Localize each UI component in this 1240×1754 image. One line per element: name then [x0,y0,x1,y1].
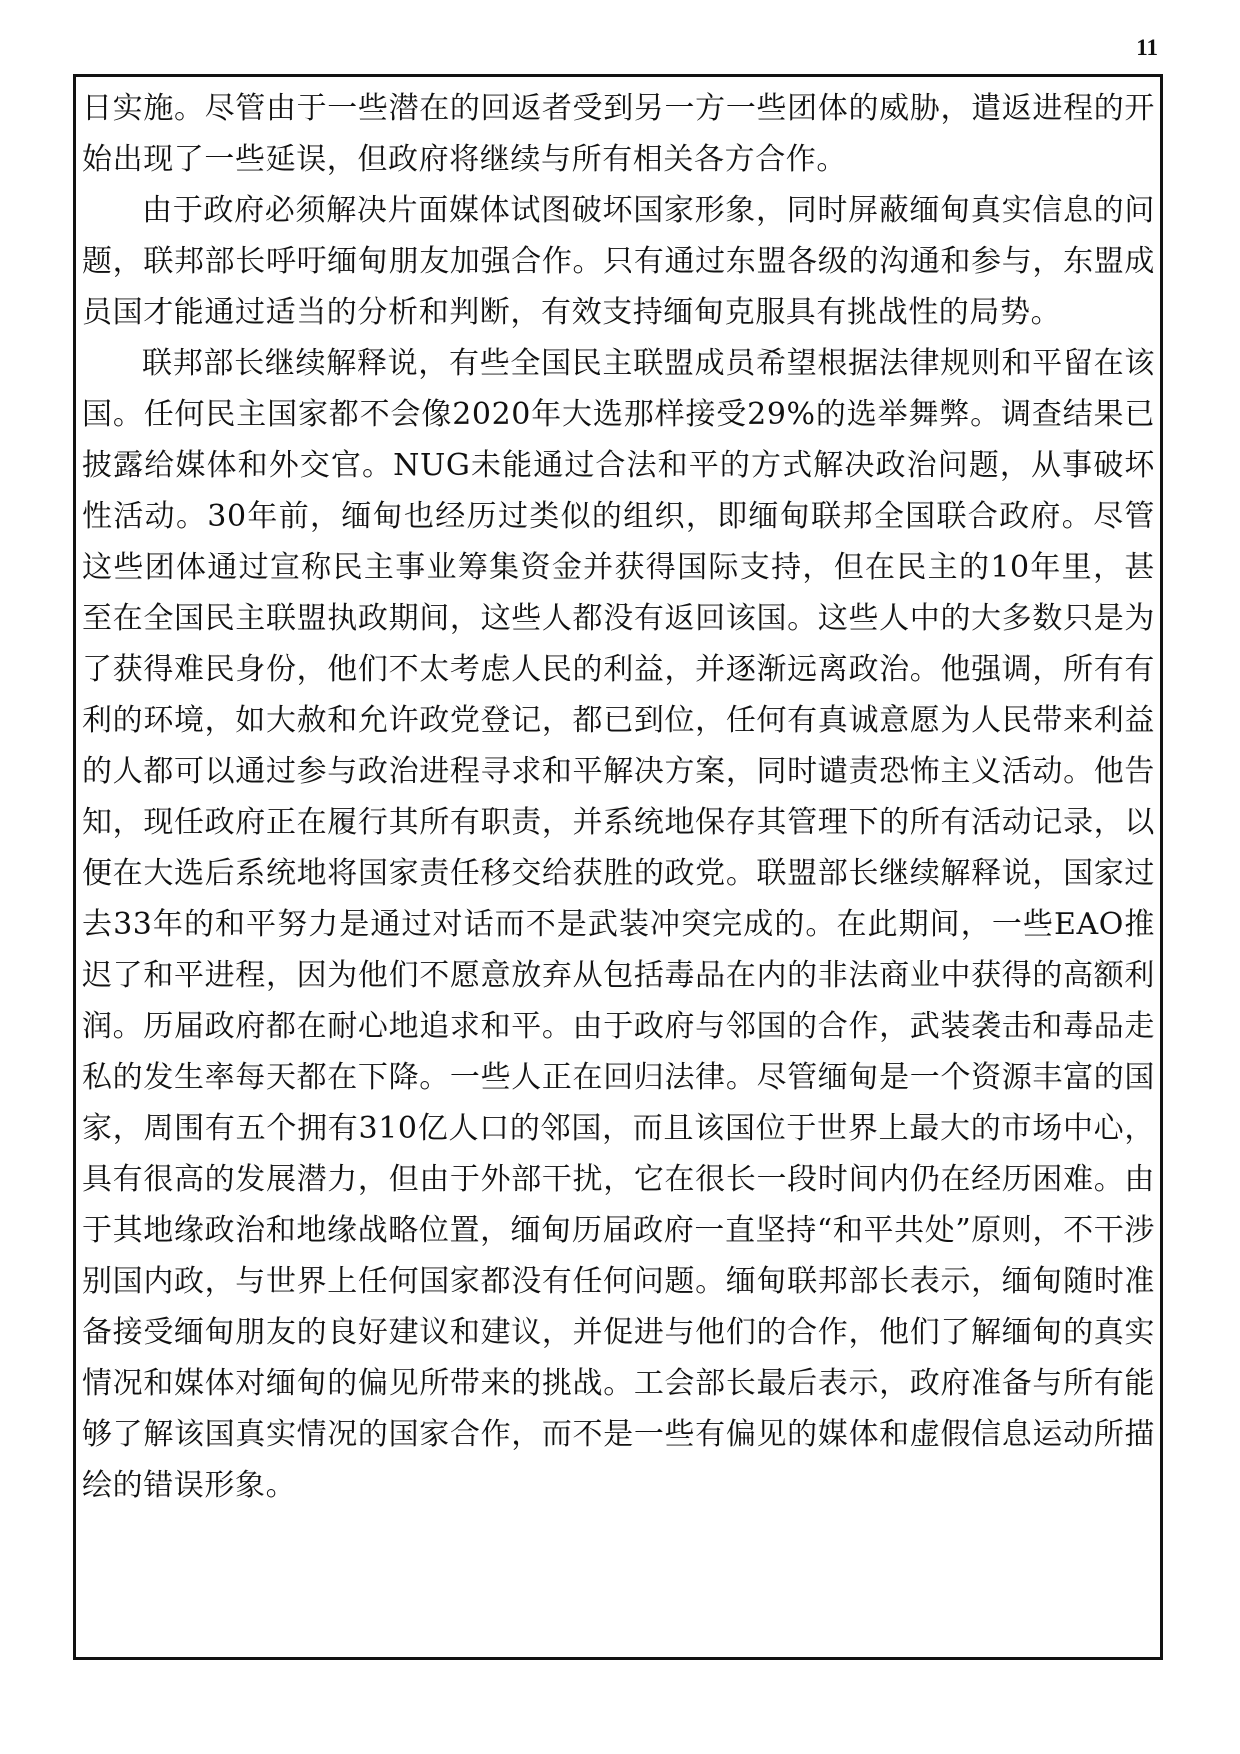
page-number: 11 [1136,35,1158,60]
paragraph-continuation: 日实施。尽管由于一些潜在的回返者受到另一方一些团体的威胁，遣返进程的开始出现了一些延误，但政府将继续与所有相关各方合作。 [82,91,1155,177]
paragraph-cooperation-call: 由于政府必须解决片面媒体试图破坏国家形象，同时屏蔽缅甸真实信息的问题，联邦部长呼吁缅甸朋友加强合作。只有通过东盟各级的沟通和参与，东盟成员国才能通过适当的分析和判断，有效支持缅甸克服具有挑战性的局势。 [82,193,1155,330]
article-body [82,83,1155,1511]
paragraph-minister-explanation: 联邦部长继续解释说，有些全国民主联盟成员希望根据法律规则和平留在该国。任何民主国家都不会像2020年大选那样接受29%的选举舞弊。调查结果已披露给媒体和外交官。NUG未能通过合法和平的方式解决政治问题，从事破坏性活动。30年前，缅甸也经历过类似的组织，即缅甸联邦全国联合政府。尽管这些团体通过宣称民主事业筹集资金并获得国际支持，但在民主的10年里，甚至在全国民主联盟执政期间，这些人都没有返回该国。这些人中的大多数只是为了获得难民身份，他们不太考虑人民的利益，并逐渐远离政治。他强调，所有有利的环境，如大赦和允许政党登记，都已到位，任何有真诚意愿为人民带来利益的人都可以通过参与政治进程寻求和平解决方案，同时谴责恐怖主义活动。他告知，现任政府正在履行其所有职责，并系统地保存其管理下的所有活动记录，以便在大选后系统地将国家责任移交给获胜的政党。联盟部长继续解释说，国家过去33年的和平努力是通过对话而不是武装冲突完成的。在此期间，一些EAO推迟了和平进程，因为他们不愿意放弃从包括毒品在内的非法商业中获得的高额利润。历届政府都在耐心地追求和平。由于政府与邻国的合作，武装袭击和毒品走私的发生率每天都在下降。一些人正在回归法律。尽管缅甸是一个资源丰富的国家，周围有五个拥有310亿人口的邻国，而且该国位于世界上最大的市场中心，具有很高的发展潜力，但由于外部干扰，它在很长一段时间内仍在经历困难。由于其地缘政治和地缘战略位置，缅甸历届政府一直坚持“和平共处”原则，不干涉别国内政，与世界上任何国家都没有任何问题。缅甸联邦部长表示，缅甸随时准备接受缅甸朋友的良好建议和建议，并促进与他们的合作，他们了解缅甸的真实情况和媒体对缅甸的偏见所带来的挑战。工会部长最后表示，政府准备与所有能够了解该国真实情况的国家合作，而不是一些有偏见的媒体和虚假信息运动所描绘的错误形象。 [82,346,1155,1503]
